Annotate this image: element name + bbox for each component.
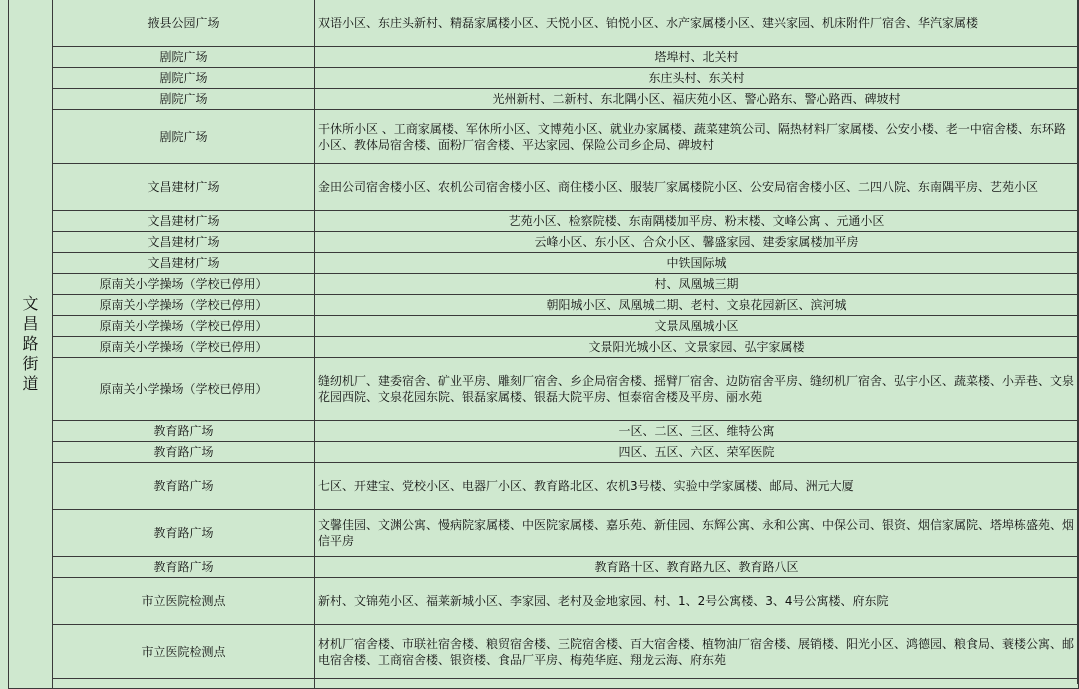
- table-row: [9, 164, 1079, 211]
- communities-cell: 缝纫机厂、建委宿舍、矿业平房、雕刻厂宿舍、乡企局宿舍楼、摇臂厂宿舍、边防宿舍平房、缝纫机厂宿舍、弘宇小区、蔬菜楼、小弄巷、文泉花园西院、文泉花园东院、银磊家属楼、银磊大院平房、恒泰宿舍楼及平房、丽水苑: [315, 358, 1079, 421]
- site-cell: 剧院广场: [53, 110, 315, 164]
- communities-cell: 艺苑小区、检察院楼、东南隅楼加平房、粉末楼、文峰公寓 、元通小区: [315, 211, 1079, 232]
- site-cell: 文昌建材广场: [53, 211, 315, 232]
- communities-cell: 干休所小区 、工商家属楼、军休所小区、文博苑小区、就业办家属楼、蔬菜建筑公司、隔热材料厂家属楼、公安小楼、老一中宿舍楼、东环路小区、教体局宿舍楼、面粉厂宿舍楼、平达家园、保险公司乡企局、碑坡村: [315, 110, 1079, 164]
- table-row: [9, 421, 1079, 442]
- site-cell: 文昌建材广场: [53, 164, 315, 211]
- communities-cell: 金田公司宿舍楼小区、农机公司宿舍楼小区、商住楼小区、服装厂家属楼院小区、公安局宿舍楼小区、二四八院、东南隅平房、艺苑小区: [315, 164, 1079, 211]
- site-cell: 原南关小学操场（学校已停用）: [53, 358, 315, 421]
- table-row: [9, 510, 1079, 557]
- site-cell: 市立医院检测点: [53, 625, 315, 679]
- table-row: [9, 625, 1079, 679]
- table-row: [9, 253, 1079, 274]
- site-cell: 原南关小学操场（学校已停用）: [53, 337, 315, 358]
- table-row: [9, 0, 1079, 47]
- site-cell: 教育路广场: [53, 463, 315, 510]
- site-cell: 文昌建材广场: [53, 253, 315, 274]
- table-row: [9, 274, 1079, 295]
- communities-cell: 光州新村、二新村、东北隅小区、福庆苑小区、警心路东、警心路西、碑坡村: [315, 89, 1079, 110]
- site-cell: 教育路广场: [53, 442, 315, 463]
- site-cell: 原南关小学操场（学校已停用）: [53, 295, 315, 316]
- communities-cell: 中铁国际城: [315, 253, 1079, 274]
- table-row: [9, 211, 1079, 232]
- communities-cell: 材机厂宿舍楼、市联社宿舍楼、粮贸宿舍楼、三院宿舍楼、百大宿舍楼、植物油厂宿舍楼、展销楼、阳光小区、鸿德园、粮食局、蓑楼公寓、邮电宿舍楼、工商宿舍楼、银资楼、食品厂平房、梅苑华庭、翔龙云海、府东苑: [315, 625, 1079, 679]
- table-row: [9, 47, 1079, 68]
- table-row: [9, 358, 1079, 421]
- communities-cell: 朝阳城小区、凤凰城二期、老村、文泉花园新区、滨河城: [315, 295, 1079, 316]
- communities-cell: 一区、二区、三区、维特公寓: [315, 421, 1079, 442]
- site-cell: 掖县公园广场: [53, 0, 315, 47]
- site-cell: 原南关小学操场（学校已停用）: [53, 316, 315, 337]
- site-cell: 剧院广场: [53, 68, 315, 89]
- communities-cell: 云峰小区、东小区、合众小区、馨盛家园、建委家属楼加平房: [315, 232, 1079, 253]
- communities-cell: 塔埠村、北关村: [315, 47, 1079, 68]
- site-cell: 剧院广场: [53, 47, 315, 68]
- table-row: [9, 578, 1079, 625]
- site-cell: 教育路广场: [53, 557, 315, 578]
- table-row: [9, 68, 1079, 89]
- table-row: [9, 110, 1079, 164]
- site-cell: 文昌建材广场: [53, 232, 315, 253]
- street-name: 文昌路街道: [22, 293, 39, 393]
- table-row: [9, 557, 1079, 578]
- communities-cell: 新村、文锦苑小区、福莱新城小区、李家园、老村及金地家园、村、1、2号公寓楼、3、4号公寓楼、府东院: [315, 578, 1079, 625]
- communities-cell: 村、凤凰城三期: [315, 274, 1079, 295]
- table-row: [9, 337, 1079, 358]
- street-cell: [9, 0, 53, 689]
- communities-cell: 文馨佳园、文渊公寓、慢病院家属楼、中医院家属楼、嘉乐苑、新佳园、东辉公寓、永和公寓、中保公司、银资、烟信家属院、塔埠栋盛苑、烟信平房: [315, 510, 1079, 557]
- communities-cell: 双语小区、东庄头新村、精磊家属楼小区、天悦小区、铂悦小区、水产家属楼小区、建兴家园、机床附件厂宿舍、华汽家属楼: [315, 0, 1079, 47]
- table-row: [9, 89, 1079, 110]
- communities-cell: 四区、五区、六区、荣军医院: [315, 442, 1079, 463]
- table-row: [9, 442, 1079, 463]
- site-cell: 教育路广场: [53, 510, 315, 557]
- table-row: [9, 232, 1079, 253]
- communities-cell: 东庄头村、东关村: [315, 68, 1079, 89]
- site-cell: 市立医院检测点: [53, 578, 315, 625]
- site-cell: 教育路广场: [53, 421, 315, 442]
- table-row: [9, 295, 1079, 316]
- communities-cell: 文景阳光城小区、文景家园、弘宇家属楼: [315, 337, 1079, 358]
- site-cell: 原南关小学操场（学校已停用）: [53, 274, 315, 295]
- testing-site-table: [8, 0, 1079, 689]
- site-cell: 剧院广场: [53, 89, 315, 110]
- communities-cell: 教育路十区、教育路九区、教育路八区: [315, 557, 1079, 578]
- communities-cell: 文景凤凰城小区: [315, 316, 1079, 337]
- table-row: [9, 316, 1079, 337]
- table-row: [9, 463, 1079, 510]
- communities-cell: 七区、开建宝、党校小区、电器厂小区、教育路北区、农机3号楼、实验中学家属楼、邮局、洲元大厦: [315, 463, 1079, 510]
